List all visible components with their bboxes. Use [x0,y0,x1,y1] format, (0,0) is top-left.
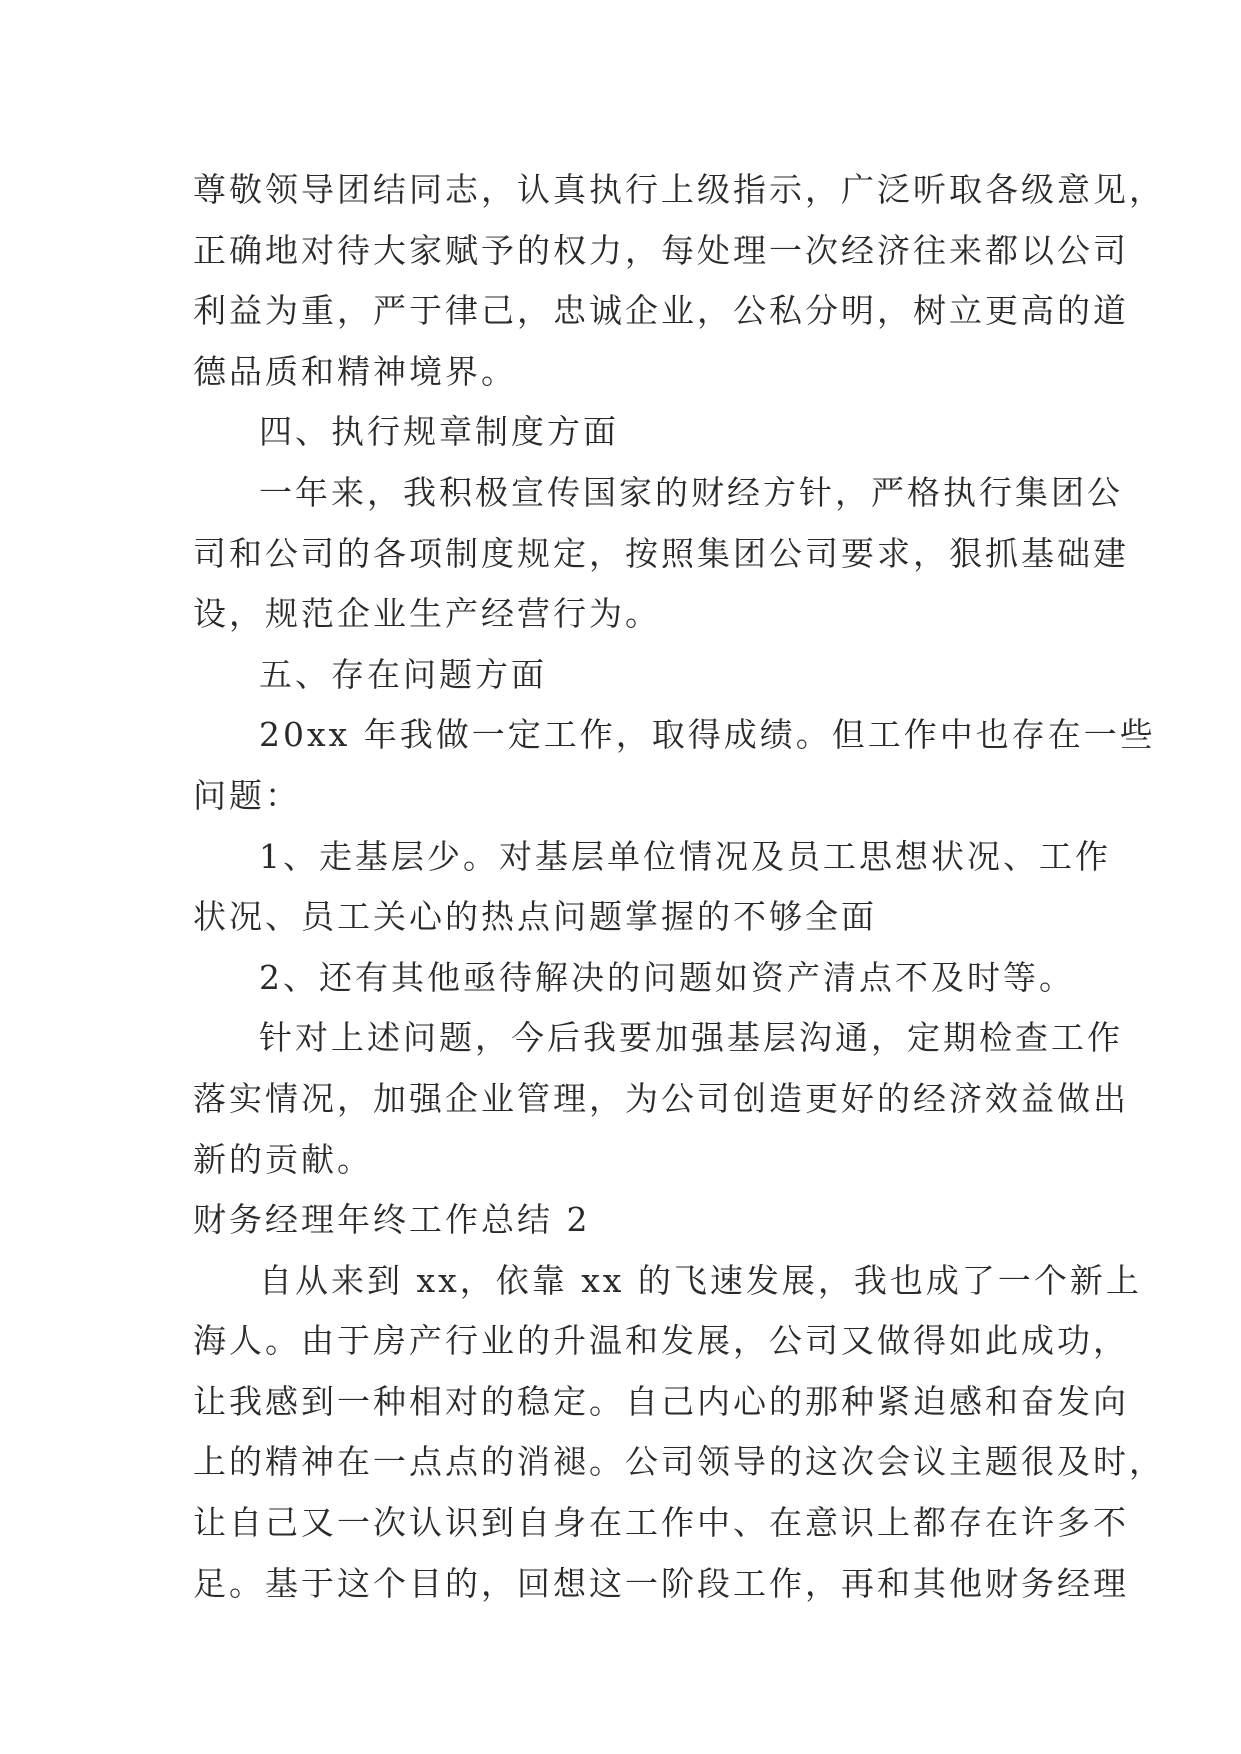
paragraph-line: 针对上述问题，今后我要加强基层沟通，定期检查工作 [259,1018,1123,1058]
paragraph-line: 德品质和精神境界。 [193,351,517,391]
paragraph-line: 利益为重，严于律己，忠诚企业，公私分明，树立更高的道 [193,291,1129,331]
paragraph-line: 一年来，我积极宣传国家的财经方针，严格执行集团公 [259,472,1123,512]
document-title: 财务经理年终工作总结 2 [193,1200,591,1240]
paragraph-line: 正确地对待大家赋予的权力，每处理一次经济往来都以公司 [193,230,1129,270]
paragraph-line: 20xx 年我做一定工作，取得成绩。但工作中也存在一些 [259,715,1156,755]
paragraph-line: 足。基于这个目的，回想这一阶段工作，再和其他财务经理 [193,1563,1129,1603]
paragraph-line: 尊敬领导团结同志，认真执行上级指示，广泛听取各级意见， [193,170,1165,209]
list-item: 2、还有其他亟待解决的问题如资产清点不及时等。 [259,957,1075,997]
paragraph-line: 司和公司的各项制度规定，按照集团公司要求，狠抓基础建 [193,533,1129,573]
section-heading: 四、执行规章制度方面 [259,412,619,452]
section-heading: 五、存在问题方面 [259,654,547,694]
paragraph-line: 让我感到一种相对的稳定。自己内心的那种紧迫感和奋发向 [193,1381,1129,1421]
list-item-continuation: 状况、员工关心的热点问题掌握的不够全面 [193,897,877,937]
paragraph-line: 新的贡献。 [193,1139,373,1179]
paragraph-line: 落实情况，加强企业管理，为公司创造更好的经济效益做出 [193,1078,1129,1118]
list-item: 1、走基层少。对基层单位情况及员工思想状况、工作 [259,836,1111,876]
paragraph-line: 海人。由于房产行业的升温和发展，公司又做得如此成功， [193,1321,1129,1361]
paragraph-line: 让自己又一次认识到自身在工作中、在意识上都存在许多不 [193,1503,1129,1543]
paragraph-line: 问题： [193,775,301,815]
paragraph-line: 上的精神在一点点的消褪。公司领导的这次会议主题很及时， [193,1442,1165,1482]
paragraph-line: 自从来到 xx，依靠 xx 的飞速发展，我也成了一个新上 [259,1260,1142,1300]
document-body [193,160,1165,1614]
paragraph-line: 设，规范企业生产经营行为。 [193,594,661,634]
